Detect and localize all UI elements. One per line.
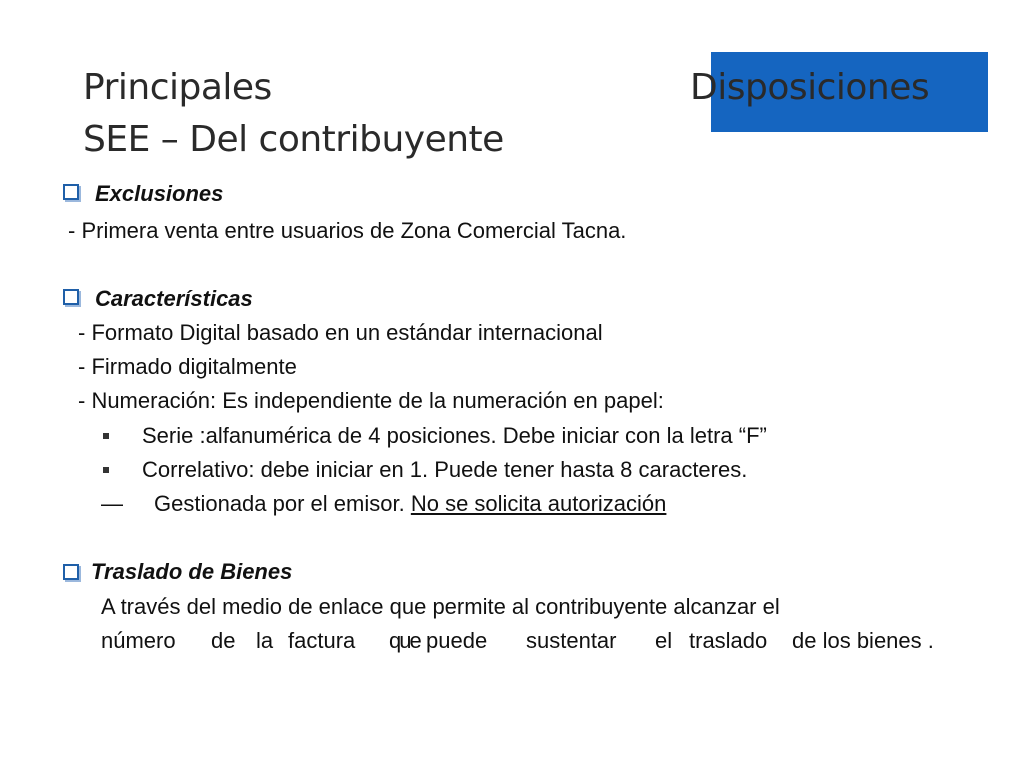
numeracion-sub-item: Correlativo: debe iniciar en 1. Puede tener hasta 8 caracteres.: [142, 457, 748, 482]
word: factura: [288, 628, 356, 653]
title-disposiciones: Disposiciones: [690, 67, 930, 108]
word: sustentar: [526, 628, 617, 653]
word: de los bienes .: [792, 628, 934, 653]
heading-traslado: Traslado de Bienes: [91, 559, 293, 584]
numeracion-sub-item: Serie :alfanumérica de 4 posiciones. Debe iniciar con la letra “F”: [142, 423, 767, 448]
checkbox-bullet-icon: [63, 184, 79, 200]
square-bullet-icon: [103, 433, 109, 439]
word: la: [256, 628, 274, 653]
title-subtitle: SEE – Del contribuyente: [83, 119, 504, 160]
title-principales: Principales: [83, 67, 272, 108]
caracteristica-item: - Numeración: Es independiente de la numeración en papel:: [78, 388, 664, 413]
heading-caracteristicas: Características: [95, 286, 253, 311]
square-bullet-icon: [103, 467, 109, 473]
note-dash: —: [101, 491, 123, 516]
note-underlined: No se solicita autorización: [410, 491, 667, 516]
word: de: [211, 628, 236, 653]
exclusion-item: - Primera venta entre usuarios de Zona Comercial Tacna.: [68, 218, 627, 243]
caracteristica-item: - Formato Digital basado en un estándar internacional: [78, 320, 603, 345]
caracteristica-item: - Firmado digitalmente: [78, 354, 297, 379]
word: traslado: [689, 628, 768, 653]
word: número: [101, 628, 176, 653]
heading-exclusiones: Exclusiones: [95, 181, 224, 206]
word: el: [655, 628, 673, 653]
word: que: [389, 628, 420, 653]
checkbox-bullet-icon: [63, 289, 79, 305]
note-text: Gestionada por el emisor.: [154, 491, 405, 516]
traslado-line-1: A través del medio de enlace que permite al contribuyente alcanzar el: [101, 594, 780, 619]
note-line: [154, 493, 666, 515]
word: puede: [426, 628, 488, 653]
checkbox-bullet-icon: [63, 564, 79, 580]
